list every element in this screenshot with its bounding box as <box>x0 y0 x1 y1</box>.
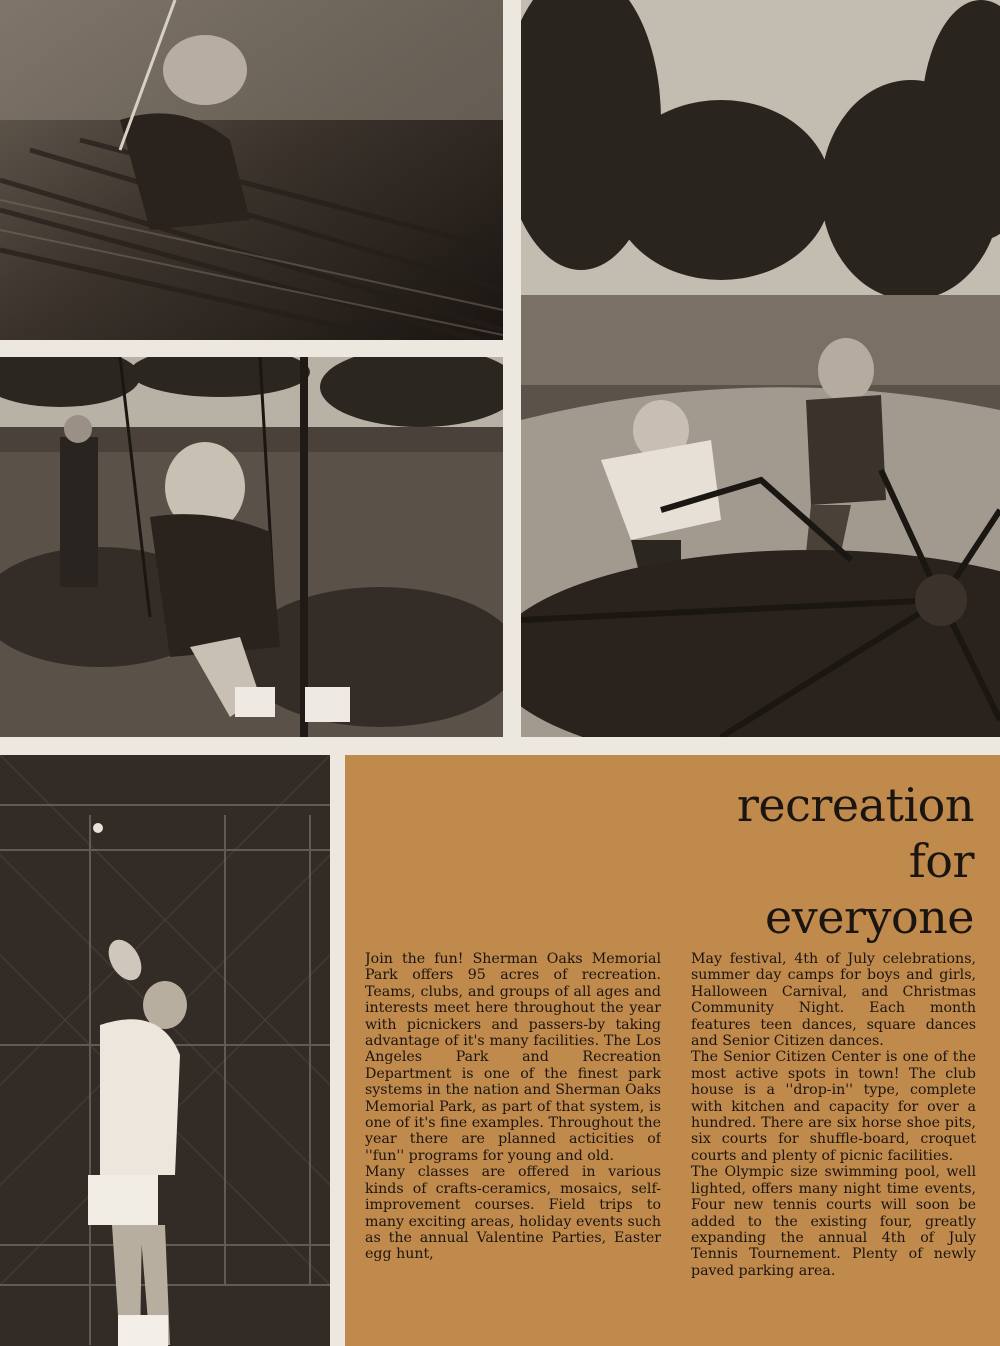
article-column-left <box>365 951 661 1263</box>
photo-tennis-player <box>0 755 330 1346</box>
headline-line-1: recreation <box>736 778 974 832</box>
article-column-right <box>691 951 976 1279</box>
paragraph: The Olympic size swimming pool, well lighted, offers many night time events, Four new tennis courts will soon be added to the existing four, greatly expanding the annual 4th of July Tennis Tournement. Plenty of newly paved parking area. <box>691 1164 976 1279</box>
headline-line-3: everyone <box>765 890 974 944</box>
paragraph: Join the fun! Sherman Oaks Memorial Park offers 95 acres of recreation. Teams, clubs, and groups of all ages and interests meet here throughout the year with picnickers and passers-by taking advantage of it's many facilities. The Los Angeles Park and Recreation Department is one of the finest park systems in the nation and Sherman Oaks Memorial Park, as part of that system, is one of it's fine examples. Throughout the year there are planned acticities of ''fun'' programs for young and old. <box>365 951 661 1164</box>
paragraph: May festival, 4th of July celebrations, summer day camps for boys and girls, Halloween Carnival, and Christmas Community Night. Each month features teen dances, square dances and Senior Citizen dances. <box>691 951 976 1050</box>
photo-boys-merry-go-round <box>521 0 1000 737</box>
headline-line-2: for <box>908 834 974 888</box>
article-panel <box>345 755 1000 1346</box>
photo-child-on-swing <box>0 357 503 737</box>
paragraph: The Senior Citizen Center is one of the most active spots in town! The club house is a ''drop-in'' type, complete with kitchen and capacity for over a hundred. There are six horse shoe pits, six courts for shuffle-board, croquet courts and plenty of picnic facilities. <box>691 1049 976 1164</box>
article-headline <box>737 777 974 945</box>
photo-child-swinging-blur <box>0 0 503 340</box>
paragraph: Many classes are offered in various kinds of crafts-ceramics, mosaics, self-improvement courses. Field trips to many exciting areas, holiday events such as the annual Valentine Parties, Easter egg hunt, <box>365 1164 661 1263</box>
